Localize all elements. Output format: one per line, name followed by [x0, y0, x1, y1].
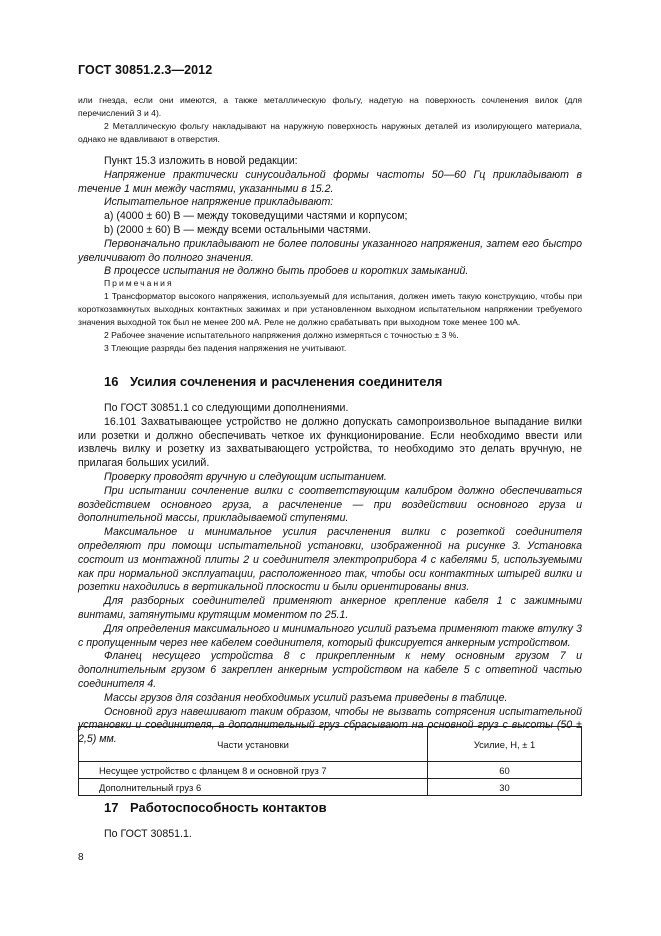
table-cell-force: 30: [428, 779, 582, 796]
table-cell-part: Дополнительный груз 6: [79, 779, 428, 796]
clause-line-6: В процессе испытания не должно быть пробоев и коротких замыканий.: [104, 265, 469, 278]
clause-line-3: a) (4000 ± 60) В — между токоведущими частями и корпусом;: [104, 210, 408, 223]
table-cell-force: 60: [428, 762, 582, 779]
document-header: ГОСТ 30851.2.3—2012: [78, 63, 213, 77]
s16-paragraph-6: Для разборных соединителей применяют анкерное крепление кабеля 1 с зажимными винтами, затянутыми крутящим моментом по 25.1.: [78, 595, 582, 621]
section-17-number: 17: [104, 800, 119, 815]
forces-table: [78, 726, 582, 796]
notes-title: Примечания: [104, 278, 174, 288]
s16-paragraph-10: Основной груз навешивают таким образом, чтобы не вызвать сотрясения испытательной установки и соединителя, а дополнительный груз сбрасывают на основной груз с высоты (50 ± 2,5) мм.: [78, 705, 582, 746]
top-paragraph-2: 2 Металлическую фольгу накладывают на наружную поверхность наружных деталей из изолирующего материала, однако не вдавливают в отверстия.: [78, 121, 582, 144]
s16-paragraph-2: 16.101 Захватывающее устройство не должно допускать самопроизвольное выпадание вилки или розетки и должно обеспечивать четкое их функционирование. Если необходимо ввести или извлечь вилку и розетку из захватывающего устройства, то необходимо это делать вручную, не прилагая больших усилий.: [78, 415, 582, 470]
section-16-title: Усилия сочленения и расчленения соединителя: [130, 374, 443, 389]
section-16-body: [78, 402, 582, 747]
clause-line-4: b) (2000 ± 60) В — между всеми остальными частями.: [104, 223, 371, 236]
table-header-force: Усилие, Н, ± 1: [428, 727, 582, 762]
table-row: [79, 762, 582, 779]
s16-paragraph-1: По ГОСТ 30851.1 со следующими дополнениями.: [104, 402, 349, 414]
top-paragraph-1: или гнезда, если они имеются, а также металлическую фольгу, надетую на поверхность сочленения вилок (для перечислений 3 и 4).: [78, 95, 582, 118]
s16-paragraph-9: Массы грузов для создания необходимых усилий разъема приведены в таблице.: [104, 691, 508, 704]
clause-line-2: Испытательное напряжение прикладывают:: [104, 196, 334, 209]
note-2: 2 Рабочее значение испытательного напряжения должно измеряться с точностью ± 3 %.: [104, 330, 459, 340]
top-notes: [78, 94, 582, 146]
s16-paragraph-8: Фланец несущего устройства 8 с прикрепленным к нему основным грузом 7 и дополнительным грузом 6 закреплен анкерным устройством на кабеле 5 с ответной частью соединителя 4.: [78, 650, 582, 690]
clause-line-1: Напряжение практически синусоидальной формы частоты 50—60 Гц прикладывают в течение 1 мин между частями, указанными в 15.2.: [78, 168, 582, 195]
table-header-row: [79, 727, 582, 762]
s16-paragraph-3: Проверку проводят вручную и следующим испытанием.: [104, 470, 387, 483]
s16-paragraph-7: Для определения максимального и минимального усилий разъема применяют также втулку 3 с пропущенным через нее кабелем соединителя, который фиксируется анкерным устройством.: [78, 622, 582, 649]
section-17-heading: [104, 800, 608, 815]
section-16-heading: [104, 374, 608, 389]
note-1: 1 Трансформатор высокого напряжения, используемый для испытания, должен иметь такую конструкцию, чтобы при короткозамкнутых выходных контактных зажимах и при установленном выходном испытательном напряжении требуемого значения выходной ток был не менее 200 мА. Реле не должно срабатывать при выходном токе менее 100 мА.: [78, 291, 582, 327]
note-3: 3 Тлеющие разряды без падения напряжения не учитывают.: [104, 343, 347, 353]
page-number: 8: [78, 852, 84, 863]
clause-intro: Пункт 15.3 изложить в новой редакции:: [104, 155, 298, 167]
table-header-parts: Части установки: [79, 727, 428, 762]
clause-15-3: [78, 155, 582, 279]
section-16-number: 16: [104, 374, 119, 389]
notes-block: [78, 277, 582, 355]
s16-paragraph-4: При испытании сочленение вилки с соответствующим калибром должно обеспечиваться воздействием основного груза, а расчленение — при воздействии основного груза и дополнительной массы, прикладываемой ступенями.: [78, 484, 582, 525]
table-cell-part: Несущее устройство с фланцем 8 и основной груз 7: [79, 762, 428, 779]
section-17-body: [78, 828, 582, 842]
clause-line-5: Первоначально прикладывают не более половины указанного напряжения, затем его быстро увеличивают до полного значения.: [78, 237, 582, 264]
s17-paragraph-1: По ГОСТ 30851.1.: [104, 828, 192, 840]
section-17-title: Работоспособность контактов: [130, 800, 327, 815]
table-row: [79, 779, 582, 796]
s16-paragraph-5: Максимальное и минимальное усилия расчленения вилки с розеткой соединителя определяют при помощи испытательной установки, изображенной на рисунке 3. Установка состоит из монтажной плиты 2 и соединителя электроприбора 4 с кабелями 5, используемыми как при нормальной эксплуатации, расположенного так, чтобы оси контактных штырей вилки и розетки находились в вертикальной плоскости и были ориентированы вниз.: [78, 526, 582, 594]
